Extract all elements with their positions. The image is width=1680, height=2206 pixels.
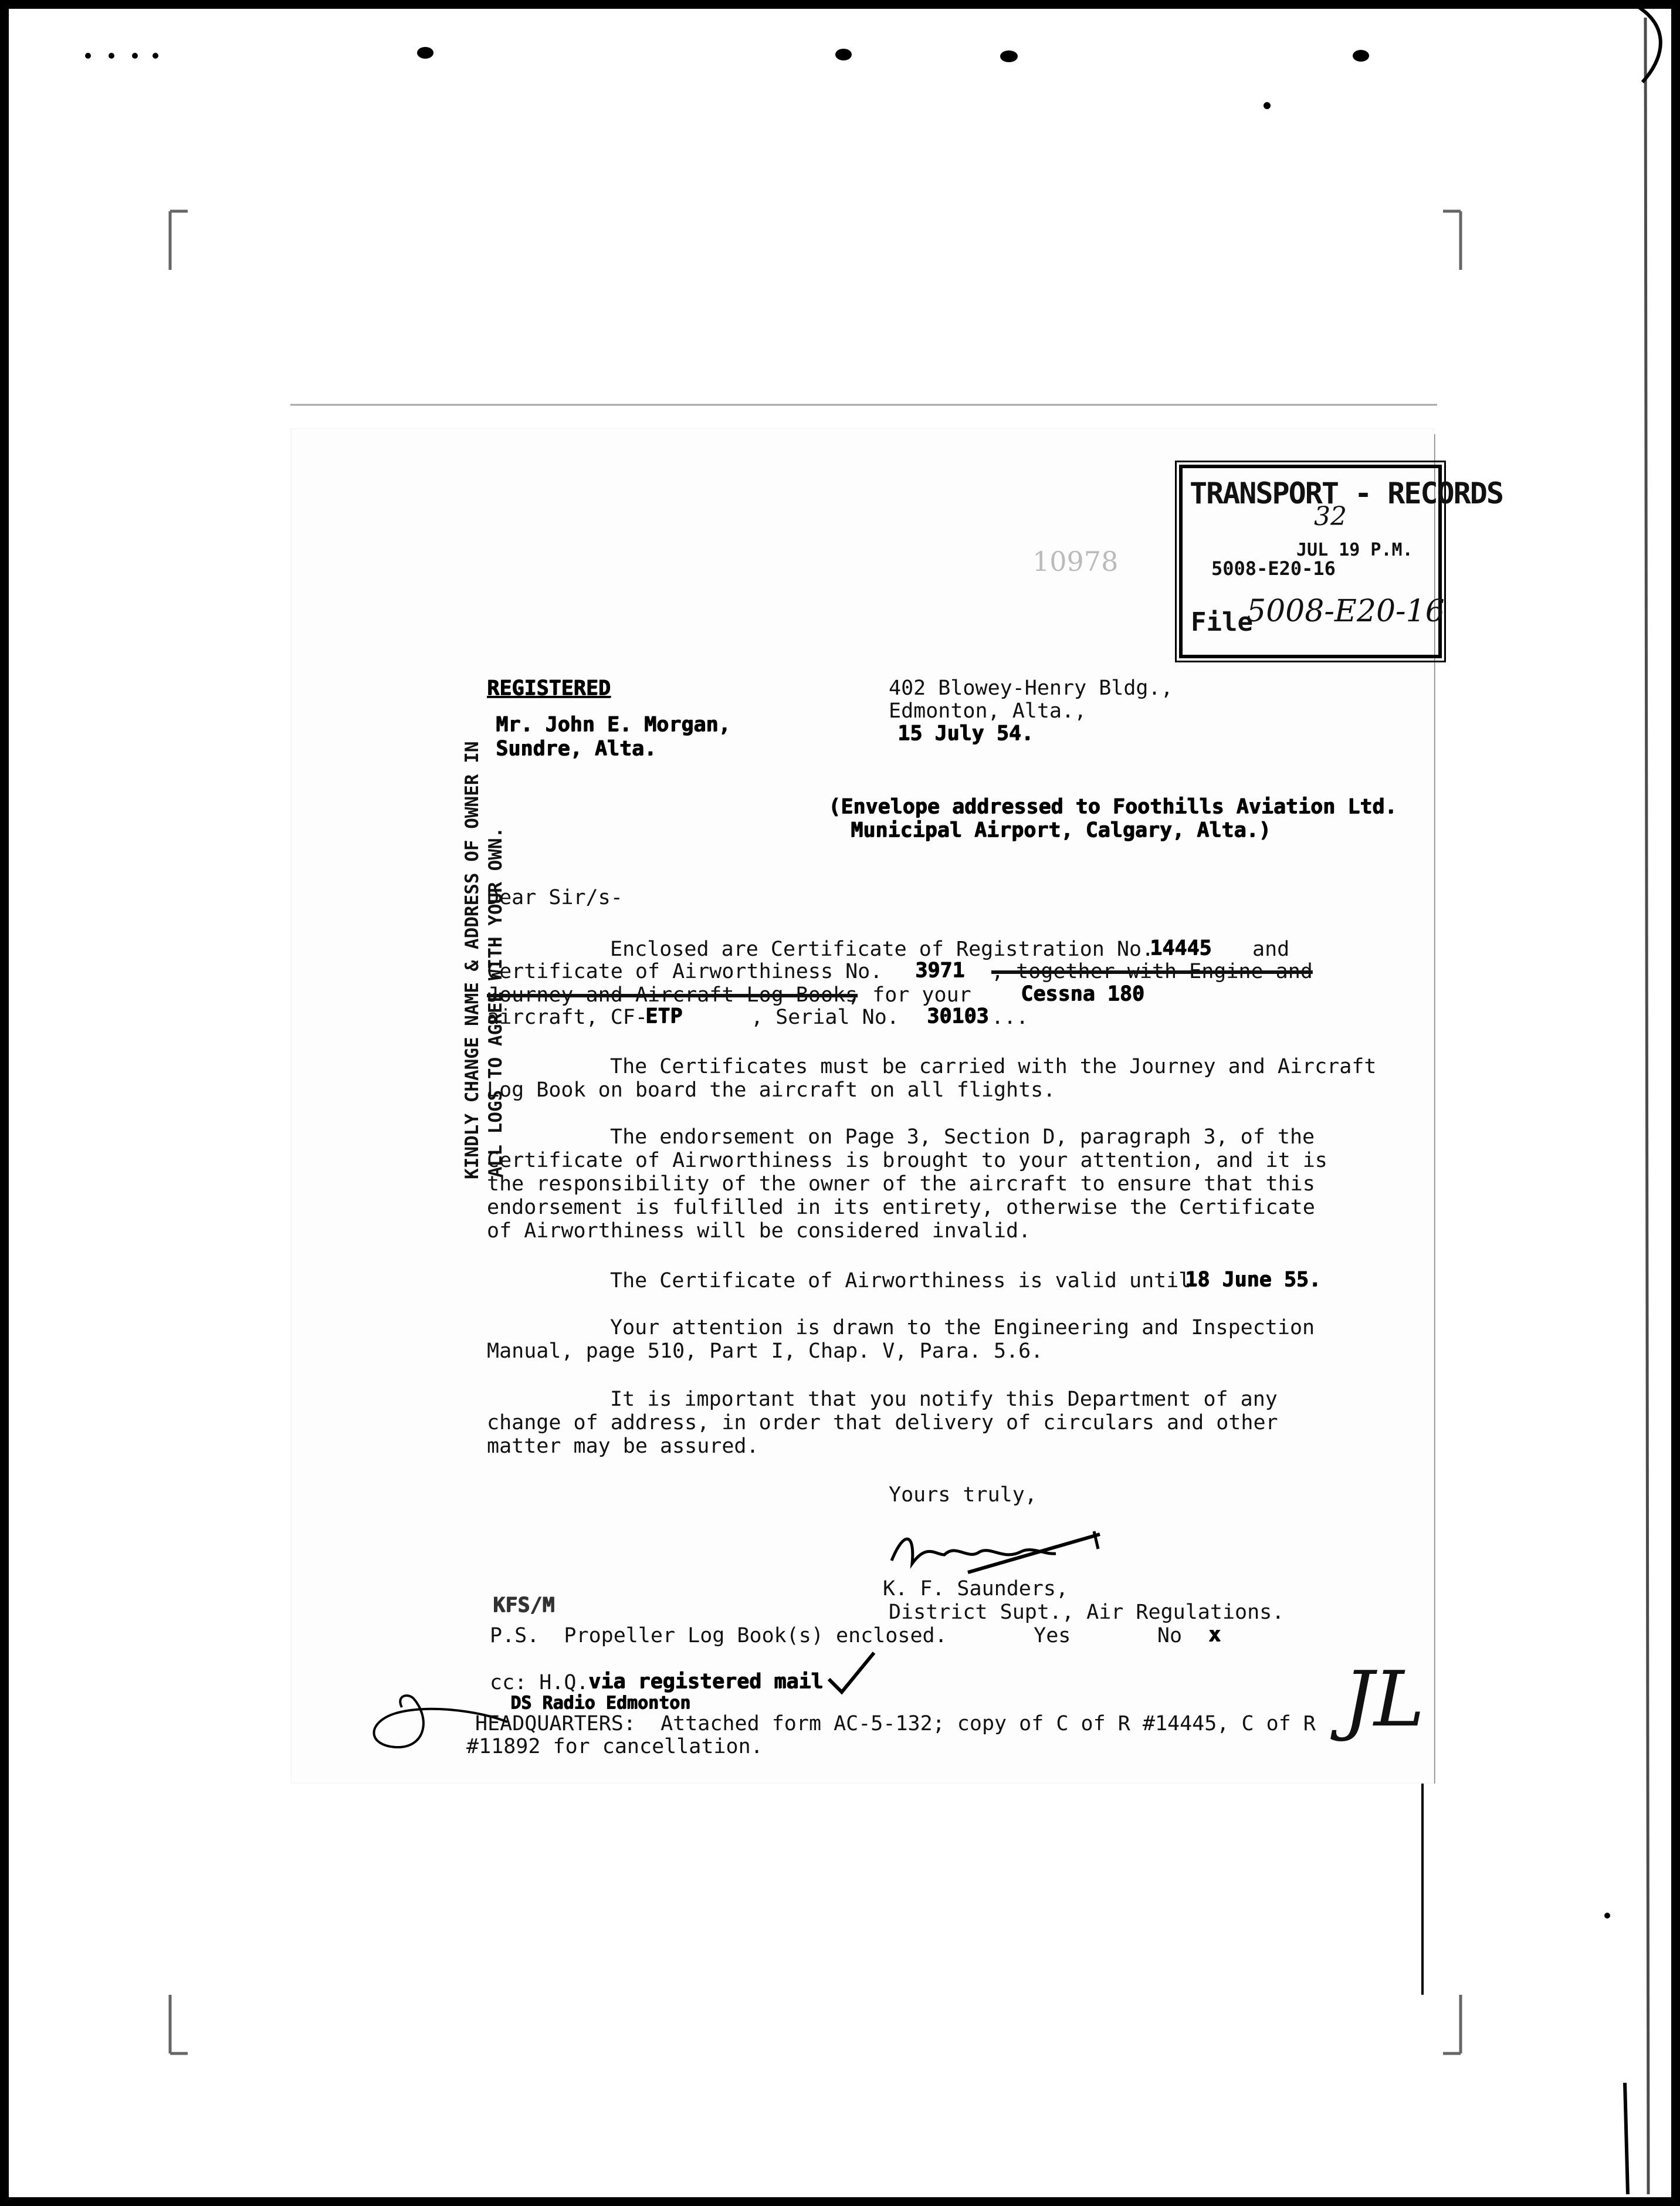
valid-until-date: 18 June 55. bbox=[1185, 1268, 1321, 1291]
p6-line-2: change of address, in order that delivery of circulars and other bbox=[487, 1411, 1278, 1434]
p1-line-2a: Certificate of Airworthiness No. bbox=[487, 960, 883, 983]
margin-loop-mark bbox=[361, 1678, 513, 1754]
signer-title: District Supt., Air Regulations. bbox=[889, 1601, 1285, 1624]
margin-initials: JL bbox=[1343, 1654, 1425, 1744]
typist-initials: KFS/M bbox=[493, 1593, 555, 1617]
p1-struck-text-1: , together with Engine and bbox=[991, 960, 1313, 983]
p1-line-4a: aircraft, CF- bbox=[487, 1006, 648, 1029]
p3-line-3: the responsibility of the owner of the aircraft to ensure that this bbox=[487, 1172, 1315, 1196]
stamp-hand-number: 32 bbox=[1314, 502, 1347, 532]
stamp-date: JUL 19 P.M. bbox=[1296, 540, 1413, 560]
salutation: Dear Sir/s- bbox=[487, 886, 623, 909]
p1-line-4c: ... bbox=[991, 1006, 1029, 1029]
p6-line-3: matter may be assured. bbox=[487, 1434, 759, 1458]
ps-no-mark: x bbox=[1208, 1623, 1221, 1646]
sender-address-line-2: Edmonton, Alta., bbox=[889, 699, 1087, 723]
ps-line: P.S. Propeller Log Book(s) enclosed. Yes No bbox=[490, 1624, 1183, 1647]
p6-line-1: It is important that you notify this Department of any bbox=[610, 1388, 1278, 1411]
letter-date: 15 July 54. bbox=[897, 722, 1034, 745]
headquarters-line-1: HEADQUARTERS: Attached form AC-5-132; copy of C of R #14445, C of R bbox=[475, 1712, 1316, 1735]
p2-line-2: Log Book on board the aircraft on all flights. bbox=[487, 1078, 1056, 1102]
p1-line-4b: , Serial No. bbox=[751, 1006, 899, 1029]
registration-mark: ETP bbox=[645, 1004, 683, 1028]
cc-line-2: DS Radio Edmonton bbox=[510, 1693, 691, 1713]
p5-line-2: Manual, page 510, Part I, Chap. V, Para. 5.6. bbox=[487, 1339, 1044, 1363]
registered-label: REGISTERED bbox=[487, 676, 611, 700]
p3-line-5: of Airworthiness will be considered invalid. bbox=[487, 1219, 1031, 1243]
p3-line-2: Certificate of Airworthiness is brought to your attention, and it is bbox=[487, 1149, 1327, 1172]
p1-line-1a: Enclosed are Certificate of Registration No. bbox=[610, 938, 1154, 961]
envelope-note-line-1: (Envelope addressed to Foothills Aviation Ltd. bbox=[828, 795, 1397, 818]
stamp-file-typed: 5008-E20-16 bbox=[1211, 557, 1336, 580]
aircraft-type: Cessna 180 bbox=[1021, 982, 1144, 1006]
closing: Yours truly, bbox=[889, 1483, 1037, 1507]
signature-scrawl bbox=[880, 1520, 1126, 1584]
headquarters-line-2: #11892 for cancellation. bbox=[466, 1735, 763, 1758]
side-note-line-2: ALL LOGS TO AGREE WITH YOUR OWN. bbox=[485, 827, 506, 1178]
p5-line-1: Your attention is drawn to the Engineering and Inspection bbox=[610, 1316, 1315, 1339]
cc-hq-note: via registered mail bbox=[588, 1670, 824, 1693]
stamp-title: TRANSPORT - RECORDS bbox=[1190, 476, 1503, 510]
p1-line-1b: and bbox=[1252, 938, 1290, 961]
cc-label: cc: H.Q. bbox=[490, 1671, 589, 1694]
side-note bbox=[460, 593, 507, 1179]
p1-line-3b: , for your bbox=[848, 983, 971, 1007]
addressee-line-1: Mr. John E. Morgan, bbox=[496, 713, 731, 736]
p3-line-4: endorsement is fulfilled in its entirety, otherwise the Certificate bbox=[487, 1196, 1315, 1219]
envelope-note-line-2: Municipal Airport, Calgary, Alta.) bbox=[851, 818, 1271, 842]
p4-text: The Certificate of Airworthiness is valid until bbox=[610, 1269, 1191, 1293]
registration-number: 14445 bbox=[1150, 936, 1212, 960]
sender-address-line-1: 402 Blowey-Henry Bldg., bbox=[889, 676, 1173, 700]
signer-name: K. F. Saunders, bbox=[883, 1577, 1069, 1601]
p3-line-1: The endorsement on Page 3, Section D, paragraph 3, of the bbox=[610, 1125, 1315, 1149]
check-mark-icon bbox=[824, 1650, 877, 1697]
stamp-file-handwritten: 5008-E20-16 bbox=[1247, 594, 1445, 629]
serial-number: 30103 bbox=[927, 1004, 989, 1028]
p2-line-1: The Certificates must be carried with the Journey and Aircraft bbox=[610, 1055, 1377, 1078]
stamp-file-label: File bbox=[1191, 607, 1253, 637]
addressee-line-2: Sundre, Alta. bbox=[496, 737, 656, 760]
side-note-line-1: KINDLY CHANGE NAME & ADDRESS OF OWNER IN bbox=[462, 741, 483, 1179]
faint-file-number: 10978 bbox=[1032, 546, 1119, 577]
p1-struck-text-2: Journey and Aircraft Log Books bbox=[487, 983, 858, 1007]
airworthiness-number: 3971 bbox=[915, 959, 965, 982]
